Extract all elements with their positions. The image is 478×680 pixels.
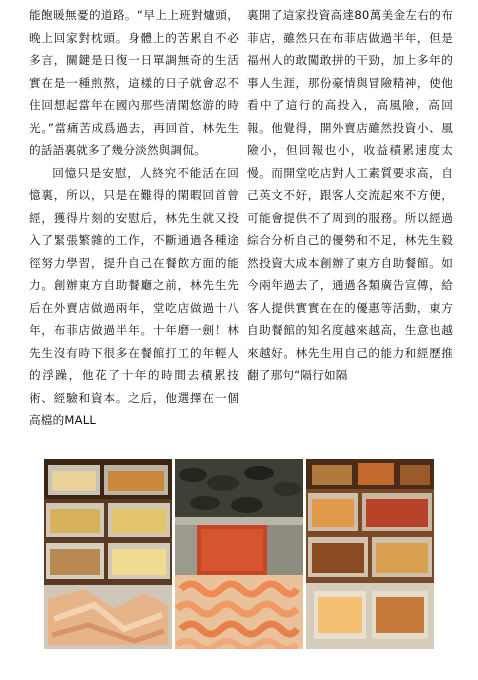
buffet-trays-photo: [44, 459, 172, 649]
left-text-column: [29, 4, 239, 432]
seafood-buffet-photo: [175, 459, 303, 649]
buffet-counter-photo: [306, 459, 434, 649]
paragraph: 回憶只是安慰，人終究不能活在回憶裏，所以，只是在難得的閑暇回首曾經，獲得片刻的安慰后，林先生就又投入了緊張繁雜的工作，不斷通過各種途徑努力學習，提升自己在餐飲方面的能力。創辦東方自助餐廳之前，林先生先后在外賣店做過兩年，堂吃店做過十八年，布菲店做過半年。十年磨一劍！林先生沒有時下很多在餐館打工的年輕人的浮躁，他花了十年的時間去積累技術、經驗和資本。之后，他選擇在一個高檔的MALL: [29, 165, 239, 427]
paragraph: 能飽暖無憂的道路。“早上上班對爐頭，晚上回家對枕頭。身體上的苦累自不必多言，關鍵是日復一日單調無奇的生活實在是一種煎熬，這樣的日子就會忍不住回想起當年在國內那些清閑悠游的時光。”當痛苦成爲過去，再回首，林先生的話語裏就多了幾分淡然與調侃。: [29, 8, 239, 157]
paragraph: 裏開了這家投資高達80萬美金左右的布菲店，雖然只在布菲店做過半年，但是福州人的敢闖敢拼的干勁，加上多年的事人生涯，那份豪情與冒險精神，使他看中了這行的高投入，高風險，高回報。他覺得，開外賣店雖然投資小、風險小，但回報也小，收益積累速度太慢。而開堂吃店對人工素質要求高，自己英文不好，跟客人交流起來不方便，可能會提供不了周到的服務。所以經過綜合分析自己的優勢和不足，林先生毅然投資大成本創辦了東方自助餐館。如今兩年過去了，通過各類廣告宣傳，給客人提供實實在在的優惠等活動，東方自助餐館的知名度越來越高，生意也越來越好。林先生用自己的能力和經歷推翻了那句“隔行如隔: [247, 8, 453, 382]
right-text-column: [247, 4, 453, 387]
photo-strip: [44, 459, 434, 649]
